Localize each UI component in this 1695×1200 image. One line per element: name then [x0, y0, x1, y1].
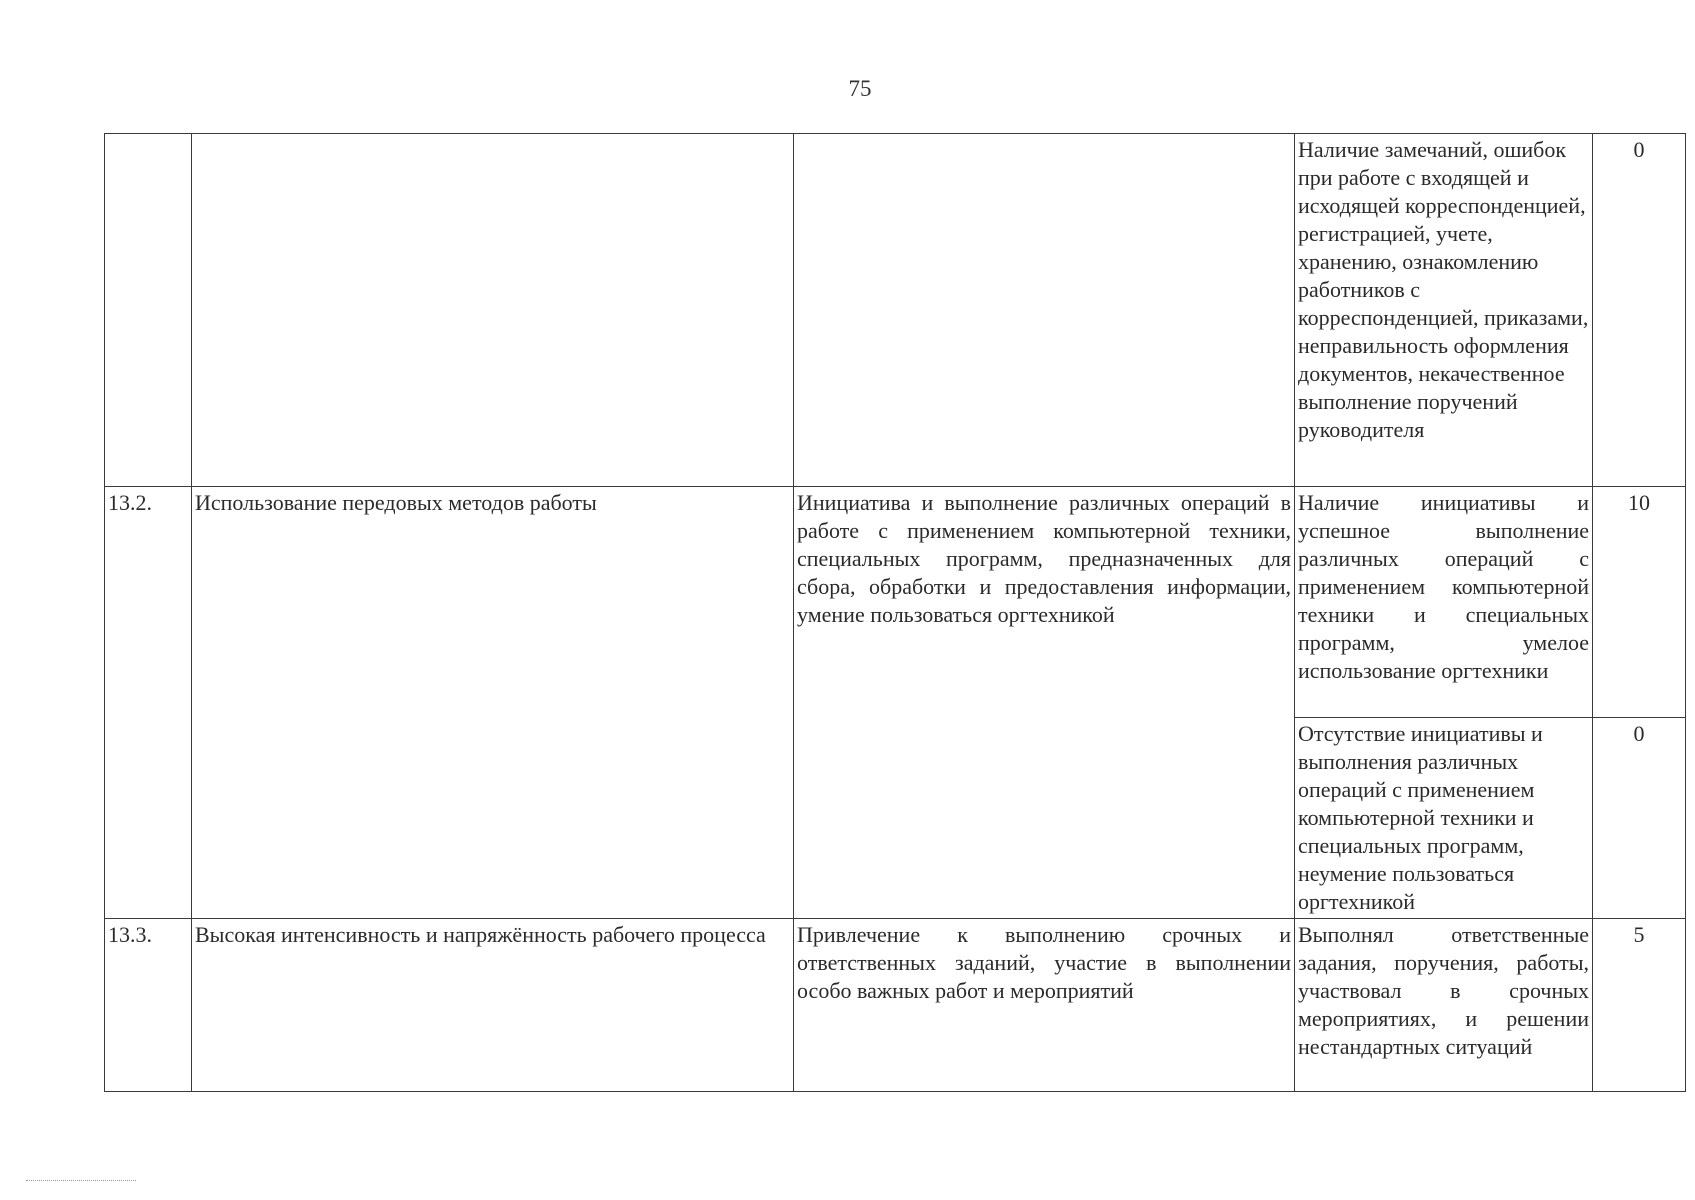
score-cell: 10 [1593, 487, 1686, 718]
item-description-cell [794, 134, 1295, 487]
item-number-cell: 13.3. [105, 919, 192, 1092]
table-row [105, 487, 1686, 718]
evaluation-table [104, 133, 1686, 1092]
score-cell: 0 [1593, 134, 1686, 487]
item-name-cell: Использование передовых методов работы [192, 487, 794, 919]
item-description-cell: Привлечение к выполнению срочных и ответственных заданий, участие в выполнении особо важных работ и мероприятий [794, 919, 1295, 1092]
criterion-cell: Наличие инициативы и успешное выполнение различных операций с применением компьютерной техники и специальных программ, умелое использование оргтехники [1295, 487, 1593, 718]
score-cell: 5 [1593, 919, 1686, 1092]
table-row [105, 134, 1686, 487]
score-cell: 0 [1593, 718, 1686, 919]
item-number-cell: 13.2. [105, 487, 192, 919]
criterion-cell: Наличие замечаний, ошибок при работе с входящей и исходящей корреспонденцией, регистрацией, учете, хранению, ознакомлению работников с корреспонденцией, приказами, неправильность оформления документов, некачественное выполнение поручений руководителя [1295, 134, 1593, 487]
criterion-cell: Выполнял ответственные задания, поручения, работы, участвовал в срочных мероприятиях, и решении нестандартных ситуаций [1295, 919, 1593, 1092]
page-number: 75 [848, 76, 872, 101]
item-number-cell [105, 134, 192, 487]
scan-artifact-line [26, 1180, 136, 1182]
table-row [105, 919, 1686, 1092]
item-description-cell: Инициатива и выполнение различных операций в работе с применением компьютерной техники, специальных программ, предназначенных для сбора, обработки и предоставления информации, умение пользоваться оргтехникой [794, 487, 1295, 919]
criterion-cell: Отсутствие инициативы и выполнения различных операций с применением компьютерной техники и специальных программ, неумение пользоваться оргтехникой [1295, 718, 1593, 919]
item-name-cell: Высокая интенсивность и напряжённость рабочего процесса [192, 919, 794, 1092]
item-name-cell [192, 134, 794, 487]
